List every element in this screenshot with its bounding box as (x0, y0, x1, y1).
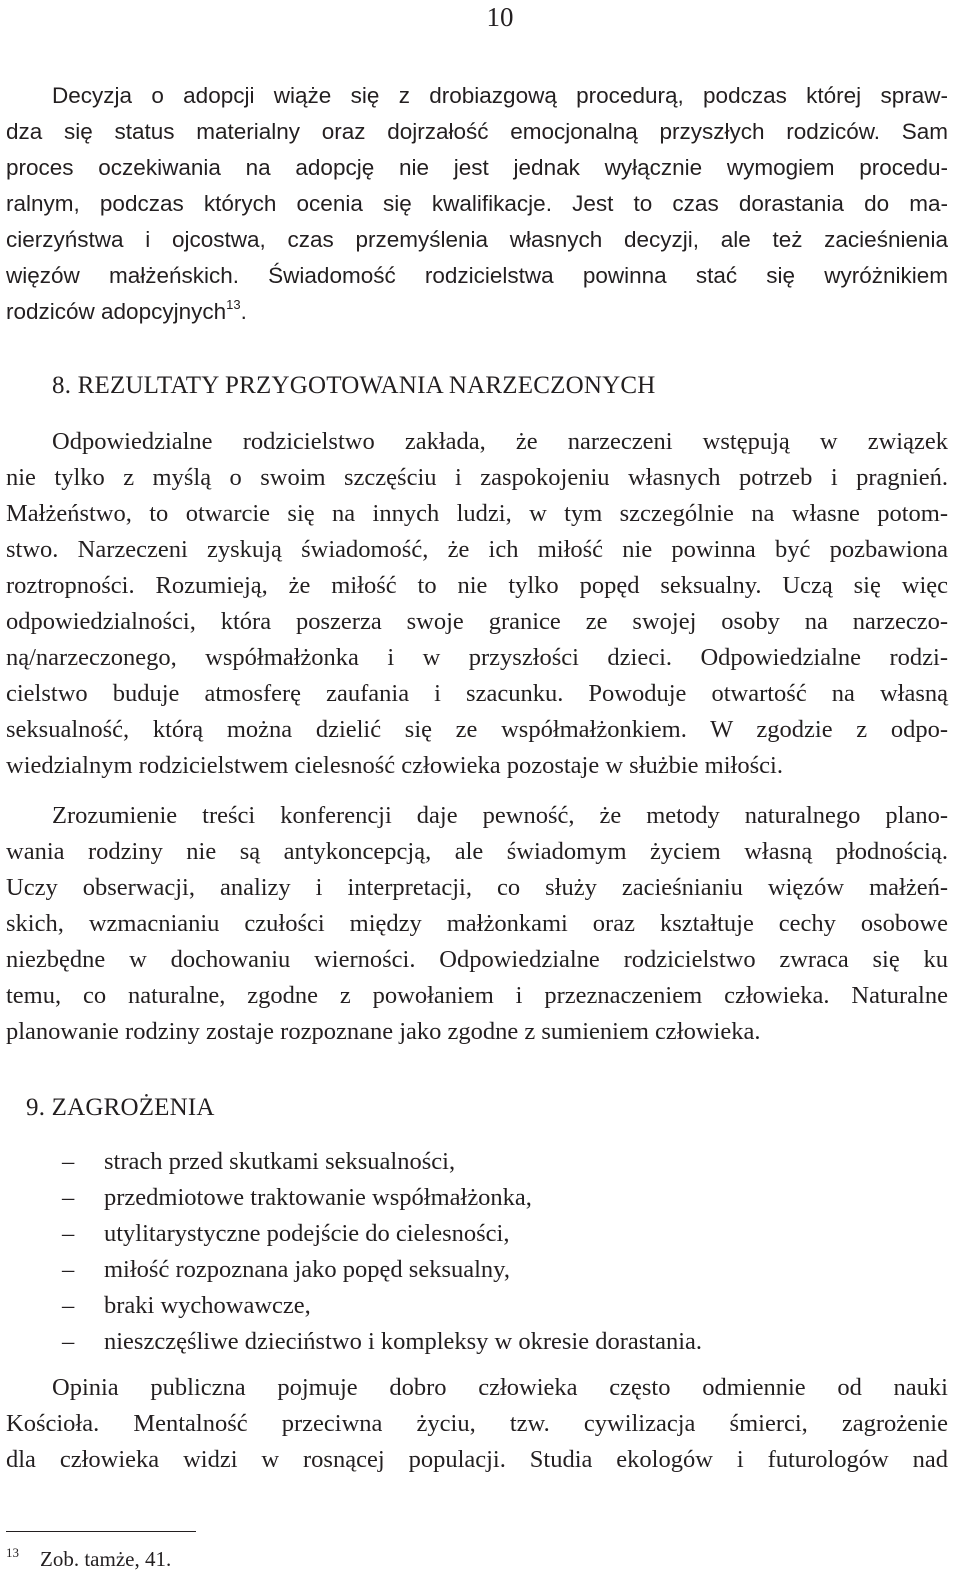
list-item (62, 1180, 532, 1216)
text-line: wiedzialnym rodzicielstwem cielesność człowieka pozostaje w służbie miłości. (6, 752, 783, 779)
text-line: więzów małżeńskich. Świadomość rodzicielstwa powinna stać się wyróżnikiem (6, 263, 948, 288)
text-line: Kościoła. Mentalność przeciwna życiu, tzw. cywilizacja śmierci, zagrożenie (6, 1410, 948, 1437)
text-line: Zrozumienie treści konferencji daje pewność, że metody naturalnego plano- (52, 802, 948, 829)
text-line: proces oczekiwania na adopcję nie jest jednak wyłącznie wymogiem procedu- (6, 155, 948, 180)
text-line: ną/narzeczonego, współmałżonka i w przyszłości dzieci. Odpowiedzialne rodzi- (6, 644, 948, 671)
list-item-text: miłość rozpoznana jako popęd seksualny, (104, 1256, 510, 1283)
dash-bullet: – (62, 1148, 75, 1175)
text-line: Odpowiedzialne rodzicielstwo zakłada, że narzeczeni wstępują w związek (52, 428, 948, 455)
dash-bullet: – (62, 1220, 75, 1247)
text-line: temu, co naturalne, zgodne z powołaniem i przeznaczeniem człowieka. Naturalne (6, 982, 948, 1009)
text-line: nie tylko z myślą o swoim szczęściu i zaspokojeniu własnych potrzeb i pragnień. (6, 464, 948, 491)
footnote-number: 13 (6, 1545, 19, 1560)
text-line: planowanie rodziny zostaje rozpoznane jako zgodne z sumieniem człowieka. (6, 1018, 761, 1045)
text-line: dza się status materialny oraz dojrzałość emocjonalną przyszłych rodziców. Sam (6, 119, 948, 144)
dash-bullet: – (62, 1292, 75, 1319)
list-item (62, 1324, 702, 1360)
dash-bullet: – (62, 1328, 75, 1355)
text-line: Małżeństwo, to otwarcie się na innych ludzi, w tym szczególnie na własne potom- (6, 500, 948, 527)
text-line (6, 294, 948, 330)
dash-bullet: – (62, 1184, 75, 1211)
text-line: cielstwo buduje atmosferę zaufania i szacunku. Powoduje otwartość na własną (6, 680, 948, 707)
text-fragment: rodziców adopcyjnych (6, 299, 227, 324)
footnote-rule (6, 1531, 196, 1532)
text-line: cierzyństwa i ojcostwa, czas przemyślenia własnych decyzji, ale też zacieśnienia (6, 227, 948, 252)
section-9-heading: 9. ZAGROŻENIA (26, 1094, 215, 1121)
list-item-text: nieszczęśliwe dzieciństwo i kompleksy w okresie dorastania. (104, 1328, 703, 1355)
text-line: wania rodziny nie są antykoncepcją, ale świadomym życiem własną płodnością. (6, 838, 948, 865)
footnote-reference: 13 (226, 297, 241, 312)
list-item-text: przedmiotowe traktowanie współmałżonka, (104, 1184, 532, 1211)
text-line: Uczy obserwacji, analizy i interpretacji, co służy zacieśnianiu więzów małżeń- (6, 874, 948, 901)
list-item (62, 1288, 311, 1324)
text-line: stwo. Narzeczeni zyskują świadomość, że ich miłość nie powinna być pozbawiona (6, 536, 948, 563)
section-8-heading: 8. REZULTATY PRZYGOTOWANIA NARZECZONYCH (52, 372, 656, 399)
text-line: skich, wzmacnianiu czułości między małżonkami oraz kształtuje cechy osobowe (6, 910, 948, 937)
list-item (62, 1252, 510, 1288)
text-line: dla człowieka widzi w rosnącej populacji. Studia ekologów i futurologów nad (6, 1446, 948, 1473)
list-item (62, 1216, 509, 1252)
text-line: odpowiedzialności, która poszerza swoje granice ze swojej osoby na narzeczo- (6, 608, 948, 635)
text-line: ralnym, podczas których ocenia się kwalifikacje. Jest to czas dorastania do ma- (6, 191, 948, 216)
list-item-text: braki wychowawcze, (104, 1292, 311, 1319)
text-line: Decyzja o adopcji wiąże się z drobiazgową procedurą, podczas której spraw- (52, 83, 948, 108)
page-number: 10 (486, 2, 514, 32)
dash-bullet: – (62, 1256, 75, 1283)
list-item-text: utylitarystyczne podejście do cielesności, (104, 1220, 510, 1247)
footnote (6, 1542, 171, 1579)
text-line: niezbędne w dochowaniu wierności. Odpowiedzialne rodzicielstwo zwraca się ku (6, 946, 948, 973)
text-line: seksualność, którą można dzielić się ze współmałżonkiem. W zgodzie z odpo- (6, 716, 948, 743)
footnote-text: Zob. tamże, 41. (40, 1547, 172, 1571)
text-line: Opinia publiczna pojmuje dobro człowieka często odmiennie od nauki (52, 1374, 948, 1401)
list-item (62, 1144, 455, 1180)
text-line: roztropności. Rozumieją, że miłość to nie tylko popęd seksualny. Uczą się więc (6, 572, 948, 599)
list-item-text: strach przed skutkami seksualności, (104, 1148, 456, 1175)
text-fragment: . (240, 299, 247, 324)
